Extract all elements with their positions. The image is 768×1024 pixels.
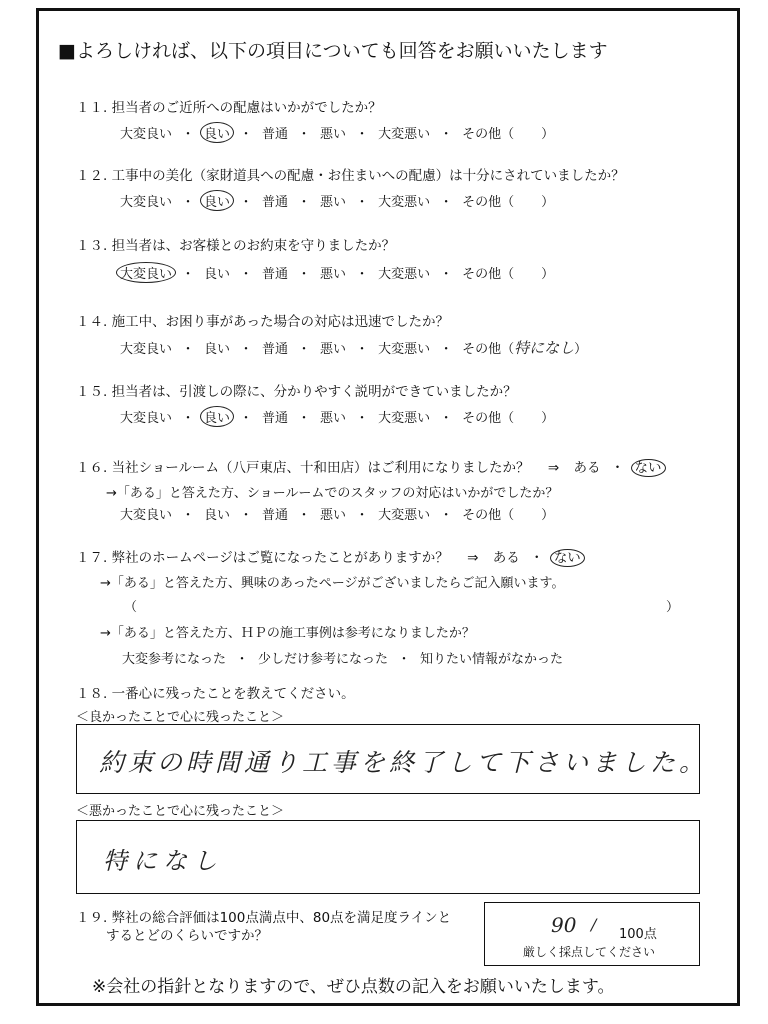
question-17: １７. 弊社のホームページはご覧になったことがありますか？ ⇒ ある ・ ない	[76, 546, 581, 566]
options-17: 大変参考になった ・ 少しだけ参考になった ・ 知りたい情報がなかった	[122, 648, 563, 667]
question-11: １１. 担当者のご近所への配慮はいかがでしたか？	[76, 100, 382, 116]
option-other[interactable]: その他（ ）	[462, 267, 555, 282]
good-answer-box[interactable]	[76, 724, 709, 794]
option-very-bad[interactable]: 大変悪い	[378, 127, 431, 142]
option-very-good[interactable]: 大変良い	[120, 127, 173, 142]
question-19-line1: １９. 弊社の総合評価は100点満点中、80点を満足度ラインと	[76, 910, 452, 926]
option-average[interactable]: 普通	[262, 342, 289, 357]
score-note: 厳しく採点してください	[523, 945, 656, 959]
option-good[interactable]: 良い	[204, 267, 231, 282]
question-16: １６. 当社ショールーム（八戸東店、十和田店）はご利用になりましたか？ ⇒ ある ・ ない	[76, 456, 662, 476]
option-average[interactable]: 普通	[262, 267, 289, 282]
bad-answer-box[interactable]	[76, 820, 700, 894]
options-13: 大変良い ・ 良い ・ 普通 ・ 悪い ・ 大変悪い ・ その他（ ）	[120, 262, 554, 283]
option-very-good[interactable]: 大変良い	[120, 411, 173, 426]
option-other[interactable]: その他（ ）	[462, 127, 555, 142]
question-13: １３. 担当者は、お客様とのお約束を守りましたか？	[76, 238, 396, 254]
option-very-good-selected[interactable]: 大変良い	[116, 262, 176, 283]
option-other[interactable]: その他（	[462, 342, 515, 357]
option-bad[interactable]: 悪い	[320, 127, 347, 142]
option-yes[interactable]: ある	[573, 460, 601, 476]
option-good[interactable]: 良い	[204, 508, 231, 523]
option-good-selected[interactable]: 良い	[200, 122, 234, 143]
other-note-handwritten: 特になし	[514, 339, 575, 357]
score-max: 100点	[619, 927, 657, 942]
option-average[interactable]: 普通	[262, 411, 289, 426]
close-paren: ）	[666, 600, 680, 615]
option-other[interactable]: その他（ ）	[462, 508, 555, 523]
form-header: ■よろしければ、以下の項目についても回答をお願いいたします	[58, 40, 608, 62]
question-18: １８. 一番心に残ったことを教えてください。	[76, 686, 355, 702]
option-bad[interactable]: 悪い	[320, 508, 347, 523]
bad-answer-handwritten: 特になし	[103, 847, 223, 875]
option-bad[interactable]: 悪い	[320, 195, 347, 210]
option-average[interactable]: 普通	[262, 127, 289, 142]
options-12: 大変良い ・ 良い ・ 普通 ・ 悪い ・ 大変悪い ・ その他（ ）	[120, 190, 554, 211]
question-14: １４. 施工中、お困り事があった場合の対応は迅速でしたか？	[76, 314, 449, 330]
option-very-bad[interactable]: 大変悪い	[378, 195, 431, 210]
option-very-helpful[interactable]: 大変参考になった	[122, 652, 227, 667]
option-very-bad[interactable]: 大変悪い	[378, 411, 431, 426]
good-label: ＜良かったことで心に残ったこと＞	[76, 710, 285, 725]
open-paren: （	[124, 600, 138, 615]
option-slightly-helpful[interactable]: 少しだけ参考になった	[258, 652, 389, 667]
option-no-selected[interactable]: ない	[631, 459, 666, 477]
option-average[interactable]: 普通	[262, 195, 289, 210]
score-slash: /	[591, 915, 597, 934]
option-bad[interactable]: 悪い	[320, 411, 347, 426]
option-yes[interactable]: ある	[492, 550, 520, 566]
good-answer-handwritten: 約束の時間通り工事を終了して下さいました。	[99, 748, 709, 777]
question-16-followup: →「ある」と答えた方、ショールームでのスタッフの対応はいかがでしたか？	[106, 486, 559, 501]
score-box[interactable]	[484, 902, 700, 966]
option-very-good[interactable]: 大変良い	[120, 342, 173, 357]
option-bad[interactable]: 悪い	[320, 267, 347, 282]
options-16: 大変良い ・ 良い ・ 普通 ・ 悪い ・ 大変悪い ・ その他（ ）	[120, 504, 554, 523]
question-15: １５. 担当者は、引渡しの際に、分かりやすく説明ができていましたか？	[76, 384, 517, 400]
option-not-helpful[interactable]: 知りたい情報がなかった	[420, 652, 564, 667]
options-11: 大変良い ・ 良い ・ 普通 ・ 悪い ・ 大変悪い ・ その他（ ）	[120, 122, 554, 143]
option-bad[interactable]: 悪い	[320, 342, 347, 357]
option-average[interactable]: 普通	[262, 508, 289, 523]
option-good[interactable]: 良い	[204, 342, 231, 357]
option-other[interactable]: その他（ ）	[462, 195, 555, 210]
options-14: 大変良い ・ 良い ・ 普通 ・ 悪い ・ 大変悪い ・ その他（特になし）	[120, 339, 588, 357]
option-other[interactable]: その他（ ）	[462, 411, 555, 426]
footer-note: ※会社の指針となりますので、ぜひ点数の記入をお願いいたします。	[92, 977, 615, 997]
option-good-selected[interactable]: 良い	[200, 190, 234, 211]
option-very-bad[interactable]: 大変悪い	[378, 508, 431, 523]
score-handwritten: 90	[551, 913, 577, 937]
question-17-followup-2: →「ある」と答えた方、ＨＰの施工事例は参考になりましたか？	[100, 626, 475, 641]
option-good-selected[interactable]: 良い	[200, 406, 234, 427]
option-no-selected[interactable]: ない	[550, 549, 585, 567]
option-very-bad[interactable]: 大変悪い	[378, 342, 431, 357]
bad-label: ＜悪かったことで心に残ったこと＞	[76, 804, 285, 819]
question-12: １２. 工事中の美化（家財道具への配慮・お住まいへの配慮）は十分にされていましたか？	[76, 168, 625, 184]
question-19-line2: するとどのくらいですか？	[106, 928, 268, 944]
option-very-bad[interactable]: 大変悪い	[378, 267, 431, 282]
option-very-good[interactable]: 大変良い	[120, 508, 173, 523]
options-15: 大変良い ・ 良い ・ 普通 ・ 悪い ・ 大変悪い ・ その他（ ）	[120, 406, 554, 427]
question-17-followup-1: →「ある」と答えた方、興味のあったページがございましたらご記入願います。	[100, 576, 565, 591]
option-very-good[interactable]: 大変良い	[120, 195, 173, 210]
